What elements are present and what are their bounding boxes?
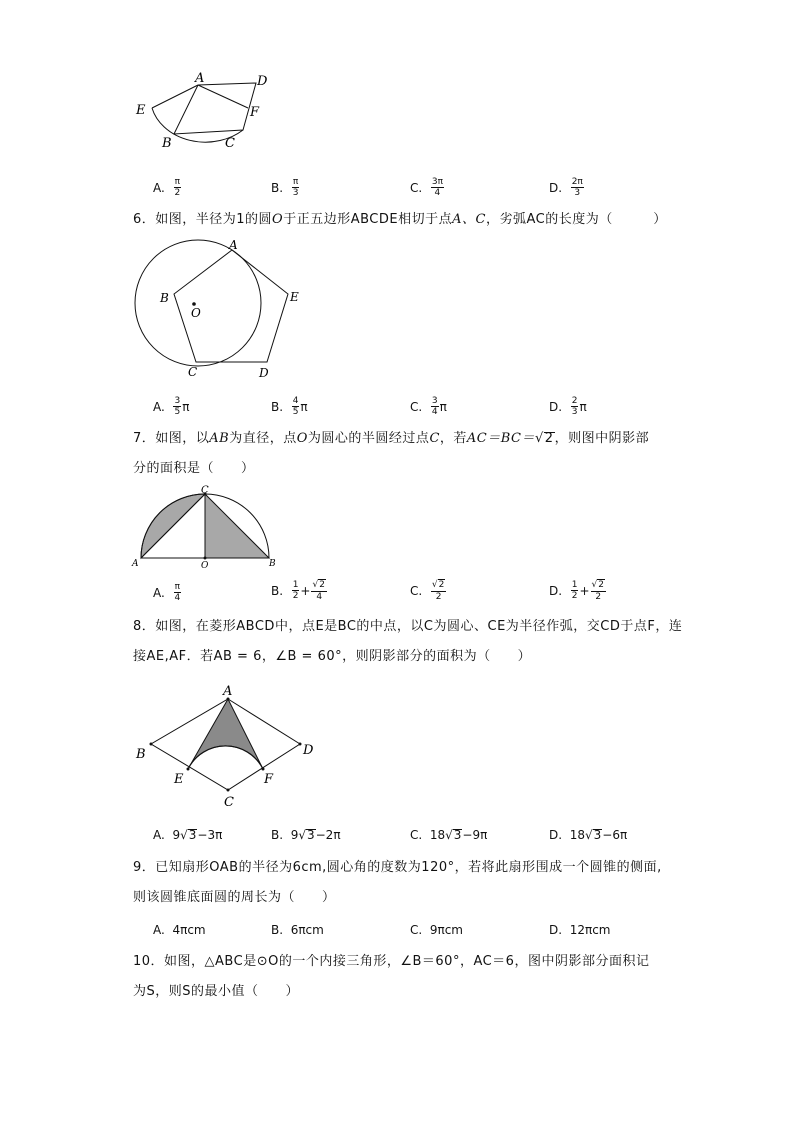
tail: −9π — [462, 828, 488, 842]
q7-o: O — [296, 431, 308, 446]
tail: −3π — [197, 828, 223, 842]
q5-figure — [130, 68, 280, 158]
q6-label-b: B — [160, 291, 169, 305]
q7-label-o: O — [201, 561, 209, 570]
option-letter: D. — [549, 180, 563, 195]
numerator: √2 — [431, 580, 445, 590]
q6-points: A、C — [452, 212, 486, 227]
pi: π — [182, 399, 190, 414]
q7-line-2: 分的面积是（ ） — [133, 461, 255, 476]
q7-option-a[interactable] — [153, 582, 182, 603]
denominator: 2 — [595, 592, 602, 602]
coefficient: 9 — [290, 828, 299, 842]
option-letter: C. — [410, 180, 423, 195]
q7-ab: AB — [209, 431, 230, 446]
option-letter: B. — [271, 828, 284, 842]
option-letter: C. — [410, 583, 423, 598]
q6-circle — [135, 240, 261, 366]
coefficient: 18 — [429, 828, 446, 842]
q7-line-1: 7．如图，以AB为直径，点O为圆心的半圆经过点C，若AC＝BC＝√2，则图中阴影部 — [133, 431, 650, 446]
q8-label-c: C — [224, 795, 234, 810]
radicand: 3 — [453, 828, 462, 842]
q7-text: ，若 — [439, 431, 467, 446]
q7-radicand: 2 — [544, 431, 554, 446]
denominator: 4 — [431, 407, 438, 417]
tail: −6π — [602, 828, 628, 842]
numerator: 2 — [571, 396, 578, 406]
fraction — [292, 580, 300, 601]
denominator: 2 — [174, 188, 181, 198]
fraction — [591, 579, 606, 602]
q8-label-f: F — [264, 772, 274, 787]
numerator: π — [174, 582, 181, 592]
q6-label-e: E — [290, 290, 299, 304]
option-letter: A. — [153, 180, 165, 195]
q8-option-c[interactable]: C. 18 √ 3 −9π — [410, 828, 488, 842]
q10-stem — [133, 947, 693, 1007]
q9-option-d[interactable] — [549, 921, 610, 939]
q5-label-c: C — [225, 136, 235, 151]
q5-label-b: B — [162, 136, 172, 151]
denominator: 2 — [571, 591, 578, 601]
q8-line-1: 8．如图，在菱形ABCD中，点E是BC的中点，以C为圆心、CE为半径作弧，交CD于点F，连 — [133, 619, 683, 634]
q7-label-b: B — [269, 559, 276, 569]
q8-dot-f — [262, 768, 265, 771]
option-text: 6πcm — [290, 923, 324, 937]
option-letter: A. — [153, 585, 165, 600]
option-letter: C. — [410, 399, 423, 414]
radicand: 3 — [188, 828, 197, 842]
q8-figure — [130, 680, 330, 810]
numerator: 3 — [431, 396, 438, 406]
q6-option-a[interactable] — [153, 396, 189, 417]
fraction — [173, 396, 181, 417]
q5-label-a: A — [195, 71, 205, 86]
denominator: 4 — [316, 592, 323, 602]
denominator: 3 — [292, 188, 299, 198]
q7-shaded-right — [205, 494, 269, 558]
q9-option-a[interactable] — [153, 921, 206, 939]
fraction — [173, 582, 181, 603]
q5-segment-ae — [152, 85, 198, 108]
q5-label-e: E — [136, 103, 146, 118]
q7-c: C — [429, 431, 440, 446]
option-letter: B. — [271, 180, 284, 195]
q7-text: ，则图中阴影部 — [554, 431, 650, 446]
q8-dot-e — [187, 768, 190, 771]
denominator: 4 — [174, 593, 181, 603]
q6-label-a: A — [229, 238, 238, 252]
plus-sign: + — [579, 583, 590, 598]
fraction — [431, 177, 444, 198]
option-text: 9πcm — [429, 923, 463, 937]
option-letter: C. — [410, 923, 423, 937]
coefficient: 9 — [172, 828, 181, 842]
q7-dot-o — [204, 557, 207, 560]
option-letter: A. — [153, 828, 165, 842]
fraction — [431, 579, 446, 602]
q6-text-3: ，劣弧AC的长度为（ ） — [485, 212, 667, 227]
option-letter: D. — [549, 399, 563, 414]
numerator: π — [292, 177, 299, 187]
q9-option-c[interactable] — [410, 921, 463, 939]
numerator: π — [174, 177, 181, 187]
q7-text: 7．如图，以 — [133, 431, 210, 446]
fraction — [571, 396, 579, 417]
q6-option-c[interactable] — [410, 396, 447, 417]
q8-option-d[interactable]: D. 18 √ 3 −6π — [549, 828, 628, 842]
q6-option-b[interactable] — [271, 396, 308, 417]
fraction — [431, 396, 439, 417]
q8-label-a: A — [223, 684, 233, 699]
fraction — [292, 396, 300, 417]
q9-stem — [133, 853, 693, 913]
q10-line-2: 为S，则S的最小值（ ） — [133, 984, 300, 999]
option-letter: B. — [271, 583, 284, 598]
q7-option-c[interactable] — [410, 579, 447, 602]
q5-option-c[interactable] — [410, 177, 445, 198]
q6-figure — [128, 238, 318, 383]
denominator: 2 — [435, 592, 442, 602]
fraction — [571, 580, 579, 601]
option-text: 12πcm — [569, 923, 611, 937]
q7-text: 为圆心的半圆经过点 — [307, 431, 430, 446]
pi: π — [439, 399, 447, 414]
radicand: 3 — [593, 828, 602, 842]
plus-sign: + — [300, 583, 311, 598]
option-letter: D. — [549, 583, 563, 598]
pi: π — [300, 399, 308, 414]
numerator: 1 — [571, 580, 578, 590]
q5-option-d[interactable] — [549, 177, 585, 198]
numerator: 2π — [571, 177, 583, 187]
numerator: 1 — [292, 580, 299, 590]
q5-segment-af — [198, 85, 248, 108]
coefficient: 18 — [569, 828, 585, 842]
denominator: 4 — [434, 188, 441, 198]
q9-line-1: 9．已知扇形OAB的半径为6cm,圆心角的度数为120°，若将此扇形围成一个圆锥的侧面, — [133, 860, 662, 875]
fraction — [173, 177, 181, 198]
numerator: √2 — [591, 580, 604, 590]
q8-dot-c — [227, 789, 230, 792]
numerator: 3 — [174, 396, 181, 406]
q6-label-d: D — [259, 366, 269, 380]
q9-line-2: 则该圆锥底面圆的周长为（ ） — [133, 890, 336, 905]
q7-stem — [133, 424, 673, 484]
q6-stem — [133, 205, 673, 235]
q5-label-d: D — [257, 74, 268, 89]
q7-figure — [130, 484, 282, 570]
q8-option-a[interactable]: A. 9 √ 3 −3π — [153, 828, 223, 842]
q7-option-b[interactable] — [271, 579, 328, 602]
denominator: 5 — [292, 407, 299, 417]
q5-option-b[interactable] — [271, 177, 300, 198]
q6-option-d[interactable] — [549, 396, 587, 417]
q6-circle-o: O — [272, 212, 284, 227]
q8-shaded-region — [188, 699, 263, 769]
pi: π — [579, 399, 587, 414]
option-letter: A. — [153, 399, 165, 414]
numerator: √2 — [312, 580, 325, 590]
fraction — [292, 177, 300, 198]
q6-label-o: O — [191, 306, 201, 320]
numerator: 4 — [292, 396, 299, 406]
q6-text-1: 6．如图，半径为1的圆 — [133, 212, 273, 227]
option-letter: D. — [549, 923, 563, 937]
option-letter: A. — [153, 923, 165, 937]
option-text: 4πcm — [172, 923, 206, 937]
tail: −2π — [315, 828, 341, 842]
q7-option-d[interactable] — [549, 579, 607, 602]
q8-line-2: 接AE,AF．若AB = 6，∠B = 60°，则阴影部分的面积为（ ） — [133, 649, 532, 664]
option-letter: B. — [271, 399, 284, 414]
denominator: 3 — [574, 188, 581, 198]
radicand: 2 — [598, 580, 604, 590]
q10-line-1: 10．如图，△ABC是⊙O的一个内接三角形，∠B＝60°，AC＝6，图中阴影部分面积记 — [133, 954, 650, 969]
option-letter: D. — [549, 828, 563, 842]
denominator: 3 — [571, 407, 578, 417]
q9-option-b[interactable] — [271, 921, 324, 939]
fraction — [571, 177, 584, 198]
option-letter: B. — [271, 923, 284, 937]
q7-text: 为直径，点 — [229, 431, 297, 446]
numerator: 3π — [431, 177, 443, 187]
fraction — [311, 579, 326, 602]
q7-label-c: C — [201, 485, 209, 496]
q8-label-d: D — [303, 743, 314, 758]
radicand: 2 — [319, 580, 325, 590]
q8-label-e: E — [174, 772, 184, 787]
option-letter: C. — [410, 828, 423, 842]
denominator: 2 — [292, 591, 299, 601]
q7-label-a: A — [132, 559, 139, 569]
q8-option-b[interactable]: B. 9 √ 3 −2π — [271, 828, 341, 842]
denominator: 5 — [174, 407, 181, 417]
q8-stem — [133, 612, 693, 672]
q8-dot-b — [150, 743, 153, 746]
radicand: 2 — [438, 580, 445, 590]
q7-equation: AC＝BC＝ — [466, 431, 535, 446]
q5-label-f: F — [250, 105, 260, 120]
radicand: 3 — [306, 828, 315, 842]
q5-option-a[interactable] — [153, 177, 182, 198]
q6-text-2: 于正五边形ABCDE相切于点 — [283, 212, 453, 227]
q6-label-c: C — [188, 365, 198, 379]
q8-label-b: B — [136, 747, 146, 762]
q8-dot-d — [299, 743, 302, 746]
